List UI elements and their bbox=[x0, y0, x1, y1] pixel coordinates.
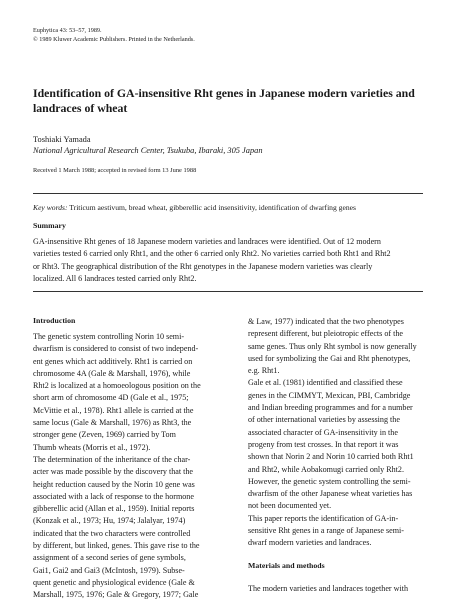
keywords-line bbox=[33, 203, 433, 213]
introduction-line: used for symbolizing the Gai and Rht phenotypes, bbox=[248, 353, 411, 363]
introduction-line: and Rht2, while Aobakomugi carried only Rht2. bbox=[248, 464, 405, 474]
introduction-line: Rht2 is localized at a homoeologous position on the bbox=[33, 381, 201, 391]
introduction-line: Thumb wheats (Morris et al., 1972). bbox=[33, 442, 151, 452]
introduction-line: Gai1, Gai2 and Gai3 (McIntosh, 1979). Subse- bbox=[33, 565, 185, 575]
keywords-label: Key words: bbox=[33, 203, 68, 212]
introduction-line: e.g. Rht1. bbox=[248, 366, 280, 376]
introduction-line: quent genetic and physiological evidence (Gale & bbox=[33, 577, 195, 587]
introduction-line: associated character of GA-insensitivity in the bbox=[248, 427, 398, 437]
introduction-line: progeny from test crosses. In that report it was bbox=[248, 439, 399, 449]
methods-heading: Materials and methods bbox=[248, 561, 325, 570]
author-name: Toshiaki Yamada bbox=[33, 135, 91, 144]
introduction-line: genes in the CIMMYT, Mexican, PBI, Cambridge bbox=[248, 390, 411, 400]
author-affiliation: National Agricultural Research Center, Tsukuba, Ibaraki, 305 Japan bbox=[33, 146, 263, 155]
introduction-line: dwarfism of the other Japanese wheat varieties has bbox=[248, 489, 413, 499]
journal-header bbox=[33, 26, 195, 44]
introduction-line: The determination of the inheritance of the char- bbox=[33, 454, 191, 464]
introduction-line: ent genes which act additively. Rht1 is carried on bbox=[33, 356, 193, 366]
keywords-text: Triticum aestivum, bread wheat, gibberellic acid insensitivity, identification of dwarfing genes bbox=[69, 203, 356, 212]
introduction-line: indicated that the two characters were controlled bbox=[33, 528, 191, 538]
summary-line: or Rht3. The geographical distribution of the Rht genotypes in the Japanese modern varieties was clearly bbox=[33, 261, 373, 271]
introduction-line: same locus (Gale & Marshall, 1976) as Rht3, the bbox=[33, 418, 192, 428]
introduction-line: same genes. Thus only Rht symbol is now generally bbox=[248, 341, 417, 351]
introduction-right-column bbox=[248, 316, 444, 550]
introduction-line: associated with a lack of response to the hormone bbox=[33, 491, 194, 501]
introduction-line: sensitive Rht genes in a range of Japanese semi- bbox=[248, 526, 404, 536]
summary-line: GA-insensitive Rht genes of 18 Japanese modern varieties and landraces were identified. Out of 12 modern bbox=[33, 237, 381, 246]
introduction-line: dwarfism is considered to consist of two independ- bbox=[33, 344, 199, 354]
introduction-line: gibberellic acid (Allan et al., 1959). Initial reports bbox=[33, 504, 195, 514]
introduction-line: (Konzak et al., 1973; Hu, 1974; Jalalyar, 1974) bbox=[33, 516, 186, 526]
introduction-line: chromosome 4A (Gale & Marshall, 1976), while bbox=[33, 368, 191, 378]
introduction-line: and Indian breeding programmes and for a number bbox=[248, 403, 413, 413]
received-dates: Received 1 March 1988; accepted in revised form 13 June 1988 bbox=[33, 167, 197, 174]
article-title: Identification of GA-insensitive Rht genes in Japanese modern varieties and landraces of wheat bbox=[33, 86, 415, 115]
journal-citation: Euphytica 43: 53–57, 1989. bbox=[33, 27, 102, 34]
methods-body bbox=[248, 583, 444, 595]
divider-top bbox=[33, 193, 423, 194]
introduction-line: height reduction caused by the Norin 10 gene was bbox=[33, 479, 195, 489]
introduction-line: However, the genetic system controlling the semi- bbox=[248, 476, 411, 486]
summary-body bbox=[33, 236, 425, 285]
introduction-line: Gale et al. (1981) identified and classified these bbox=[248, 378, 403, 388]
summary-line: localized. All 6 landraces tested carried only Rht2. bbox=[33, 273, 197, 283]
summary-heading: Summary bbox=[33, 221, 66, 230]
introduction-line: by different, but linked, genes. This gave rise to the bbox=[33, 541, 200, 551]
methods-line: The modern varieties and landraces together with bbox=[248, 584, 409, 593]
introduction-line: acter was made possible by the discovery that the bbox=[33, 467, 194, 477]
introduction-line: assignment of a second series of gene symbols, bbox=[33, 553, 186, 563]
introduction-line: not been documented yet. bbox=[248, 501, 332, 511]
introduction-line: The genetic system controlling Norin 10 semi- bbox=[33, 332, 185, 341]
introduction-line: & Law, 1977) indicated that the two phenotypes bbox=[248, 317, 404, 326]
introduction-line: of other international varieties by assessing the bbox=[248, 415, 400, 425]
introduction-line: short arm of chromosome 4D (Gale et al., 1975; bbox=[33, 393, 189, 403]
introduction-heading: Introduction bbox=[33, 316, 76, 325]
introduction-line: dwarf modern varieties and landraces. bbox=[248, 538, 372, 548]
divider-bottom bbox=[33, 291, 423, 292]
summary-line: varieties tested 6 carried only Rht1, and the other 6 carried only Rht2. No varieties carried both Rht1 and Rht2 bbox=[33, 249, 391, 259]
introduction-line: stronger gene (Zeven, 1969) carried by Tom bbox=[33, 430, 176, 440]
introduction-line: shown that Norin 2 and Norin 10 carried both Rht1 bbox=[248, 452, 414, 462]
introduction-line: Marshall, 1975, 1976; Gale & Gregory, 1977; Gale bbox=[33, 590, 199, 600]
introduction-line: McVittie et al., 1978). Rht1 allele is carried at the bbox=[33, 405, 194, 415]
introduction-left-column bbox=[33, 331, 229, 602]
introduction-line: This paper reports the identification of GA-in- bbox=[248, 513, 399, 523]
copyright-line: © 1989 Kluwer Academic Publishers. Printed in the Netherlands. bbox=[33, 36, 195, 43]
introduction-line: represent different, but pleiotropic effects of the bbox=[248, 329, 403, 339]
